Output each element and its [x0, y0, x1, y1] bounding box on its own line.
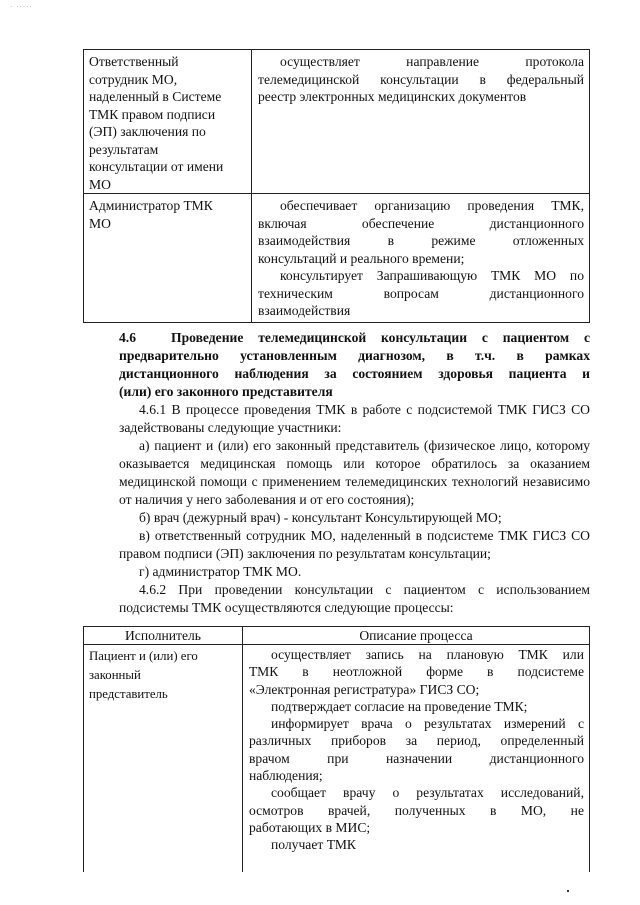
process-item [249, 715, 584, 784]
process-item [249, 836, 584, 853]
duties-cell [252, 50, 590, 194]
role-line: МО [89, 215, 111, 231]
corner-mark: · ····· [10, 3, 33, 11]
process-line: работающих в МИС; [249, 819, 371, 835]
process-line: подтверждает согласие на проведение ТМК; [271, 698, 528, 714]
duty-item [258, 267, 584, 320]
process-line: врачом при назначении дистанционного [249, 750, 584, 766]
table-row [84, 645, 590, 873]
role-line: наделенный в Системе [89, 89, 222, 104]
heading-line: предварительно установленным диагнозом, в т.ч. в рамках [119, 348, 590, 363]
duty-line: консультаций и реального времени; [258, 250, 465, 266]
duty-item [258, 53, 584, 106]
responsibilities-table [83, 49, 590, 323]
column-header: Исполнитель [84, 627, 243, 645]
process-line: осуществляет запись на плановую ТМК или [271, 647, 584, 662]
section-4-6 [119, 329, 590, 617]
paragraph: 4.6.2 При проведении консультации с пациентом с использованием подсистемы ТМК осуществляются следующие процессы: [119, 582, 590, 615]
role-cell [84, 645, 243, 873]
role-line: Ответственный [89, 54, 179, 69]
heading-text: Проведение телемедицинской консультации с пациентом с [171, 330, 590, 345]
role-line: Администратор ТМК [89, 198, 213, 213]
process-item [249, 698, 584, 715]
duty-line: обеспечивает организацию проведения ТМК, [280, 198, 584, 213]
process-line: осмотров врачей, полученных в МО, не [249, 802, 584, 818]
paragraph: г) администратор ТМК МО. [139, 564, 302, 579]
process-line: «Электронная регистратура» ГИСЗ СО; [249, 681, 480, 697]
column-header: Описание процесса [243, 627, 590, 645]
role-line: Пациент и (или) его [89, 649, 198, 663]
role-line: законный [89, 668, 141, 682]
heading-line [119, 329, 590, 347]
role-line: ТМК правом подписи [89, 106, 216, 122]
role-line: сотрудник МО, [89, 71, 178, 87]
heading-line: (или) его законного представителя [119, 384, 333, 399]
process-line: наблюдения; [249, 768, 323, 784]
role-line: (ЭП) заключения по [89, 124, 206, 139]
role-line: консультации от имени [89, 159, 224, 174]
process-line: получает ТМК [271, 837, 356, 853]
section-number: 4.6 [119, 330, 136, 345]
process-line: ТМК в неотложной форме в подсистеме [249, 664, 584, 680]
process-item [249, 784, 584, 836]
process-line: различных приборов за период, определенный [249, 733, 584, 749]
scan-speck [567, 890, 569, 892]
section-heading [119, 329, 590, 401]
duty-line: взаимодействия [258, 303, 351, 318]
process-item [249, 646, 584, 698]
role-cell [84, 50, 252, 194]
processes-table [83, 626, 590, 872]
duty-line: техническим вопросам дистанционного [258, 285, 584, 301]
duty-line: реестр электронных медицинских документов [258, 89, 527, 104]
paragraph: в) ответственный сотрудник МО, наделенный в подсистеме ТМК ГИСЗ СО правом подписи (ЭП) заключения по результатам консультации; [119, 528, 590, 561]
duty-line: консультирует Запрашивающую ТМК МО по [280, 268, 584, 283]
process-line: сообщает врачу о результатах исследований, [271, 785, 584, 801]
role-cell [84, 194, 252, 323]
paragraph: а) пациент и (или) его законный представитель (физическое лицо, которому оказывается медицинская помощь или которое обратилось за оказанием медицинской помощи с применением телемедицинских технологий независимо от наличия у него заболевания и от его состояния); [119, 438, 590, 507]
paragraph: б) врач (дежурный врач) - консультант Консультирующей МО; [139, 510, 502, 525]
table-header-row [84, 627, 590, 645]
process-line: информирует врача о результатах измерений с [271, 716, 584, 732]
duty-line: включая обеспечение дистанционного [258, 215, 584, 231]
duty-line: телемедицинской консультации в федеральный [258, 71, 584, 87]
duty-line: взаимодействия в режиме отложенных [258, 233, 584, 248]
heading-line: дистанционного наблюдения за состоянием здоровья пациента и [119, 366, 590, 381]
table-row [84, 50, 590, 194]
role-line: результатам [89, 141, 159, 157]
role-line: МО [89, 176, 111, 192]
duty-line: осуществляет направление протокола [280, 54, 584, 69]
duty-item [258, 197, 584, 267]
process-cell [243, 645, 590, 873]
table-row [84, 194, 590, 323]
duties-cell [252, 194, 590, 323]
paragraph: 4.6.1 В процессе проведения ТМК в работе с подсистемой ТМК ГИСЗ СО задействованы следующие участники: [119, 402, 590, 435]
role-line: представитель [89, 687, 168, 701]
